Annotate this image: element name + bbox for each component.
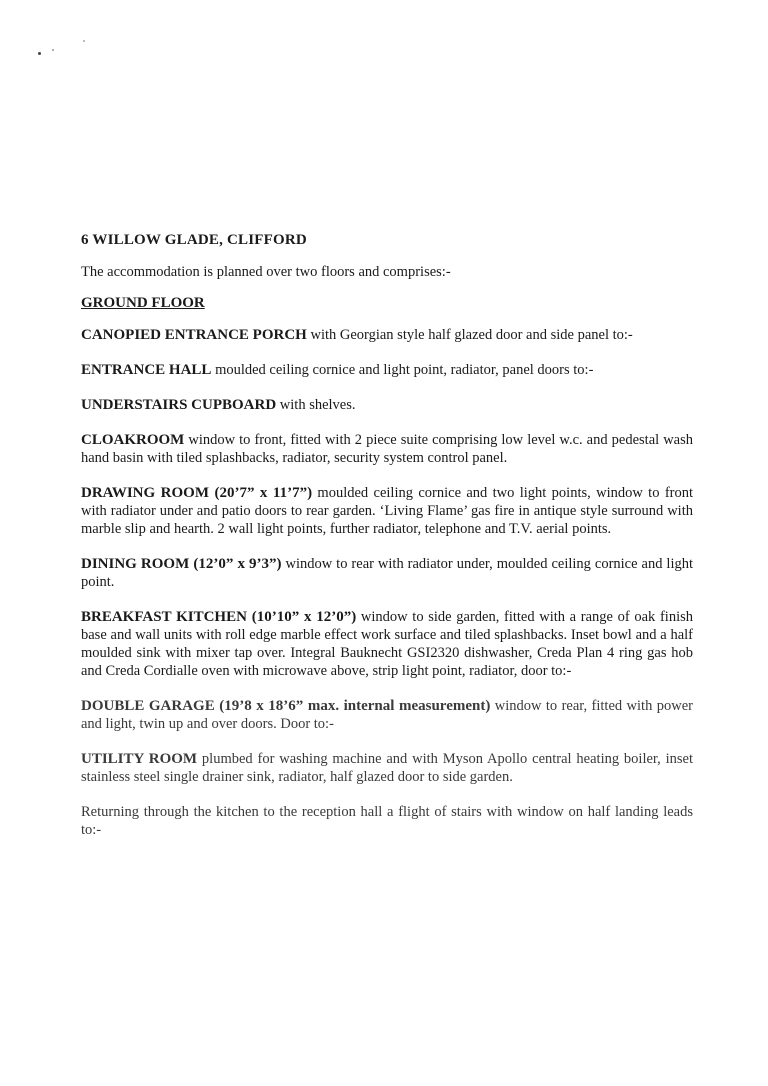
stairs-paragraph	[81, 803, 693, 839]
room-name: CLOAKROOM	[81, 432, 185, 448]
room-description: window to rear, fitted with power and light, twin up and over doors. Door to:-	[81, 698, 693, 732]
room-entry-porch	[81, 326, 693, 344]
room-description: with shelves.	[276, 397, 356, 413]
room-name: UTILITY ROOM	[81, 751, 198, 767]
room-name: DOUBLE GARAGE	[81, 698, 215, 714]
room-dimensions: (10’10” x 12’0”)	[246, 609, 357, 625]
room-description: plumbed for washing machine and with Myson Apollo central heating boiler, inset stainless steel single drainer sink, radiator, half glazed door to side garden.	[81, 751, 694, 785]
room-description: moulded ceiling cornice and light point, radiator, panel doors to:-	[211, 362, 594, 378]
room-entry-double-garage	[81, 697, 693, 733]
room-entry-hall	[81, 361, 693, 379]
room-entry-cloakroom	[81, 431, 693, 467]
room-name: DRAWING ROOM	[81, 485, 209, 501]
room-dimensions: (12’0” x 9’3”)	[189, 556, 282, 572]
room-description: window to side garden, fitted with a range of oak finish base and wall units with roll edge marble effect work surface and tiled splashbacks. Inset bowl and a half moulded sink with mixer tap over. Integral Bauknecht GSI2320 dishwasher, Creda Plan 4 ring gas hob and Creda Cordialle oven with microwave above, strip light point, radiator, door to:-	[81, 609, 693, 679]
room-description: with Georgian style half glazed door and side panel to:-	[306, 327, 633, 343]
room-description: window to rear with radiator under, moulded ceiling cornice and light point.	[81, 556, 694, 590]
room-dimensions: (20’7” x 11’7”)	[208, 485, 313, 501]
scan-speck	[38, 52, 41, 55]
room-entry-dining-room	[81, 555, 693, 591]
room-name: BREAKFAST KITCHEN	[81, 609, 247, 625]
room-entry-utility-room	[81, 750, 693, 786]
room-description: window to front, fitted with 2 piece suite comprising low level w.c. and pedestal wash hand basin with tiled splashbacks, radiator, security system control panel.	[81, 432, 693, 466]
room-entry-breakfast-kitchen	[81, 608, 693, 680]
room-name: UNDERSTAIRS CUPBOARD	[81, 397, 277, 413]
room-name: CANOPIED ENTRANCE PORCH	[81, 327, 307, 343]
room-entry-understairs	[81, 396, 693, 414]
room-dimensions: (19’8 x 18’6” max. internal measurement)	[214, 698, 491, 714]
document-page	[81, 230, 693, 856]
room-entry-drawing-room	[81, 484, 693, 538]
intro-text: The accommodation is planned over two floors and comprises:-	[81, 264, 451, 280]
stairs-description: Returning through the kitchen to the reception hall a flight of stairs with window on half landing leads to:-	[81, 804, 693, 838]
room-name: ENTRANCE HALL	[81, 362, 212, 378]
room-description: moulded ceiling cornice and two light points, window to front with radiator under and patio doors to rear garden. ‘Living Flame’ gas fire in antique style surround with marble slip and hearth. 2 wall light points, further radiator, telephone and T.V. aerial points.	[81, 485, 694, 537]
scan-speck	[52, 49, 54, 51]
scan-speck	[83, 40, 85, 42]
room-name: DINING ROOM	[81, 556, 190, 572]
ground-floor-heading: GROUND FLOOR	[81, 295, 205, 311]
property-title: 6 WILLOW GLADE, CLIFFORD	[81, 232, 307, 248]
